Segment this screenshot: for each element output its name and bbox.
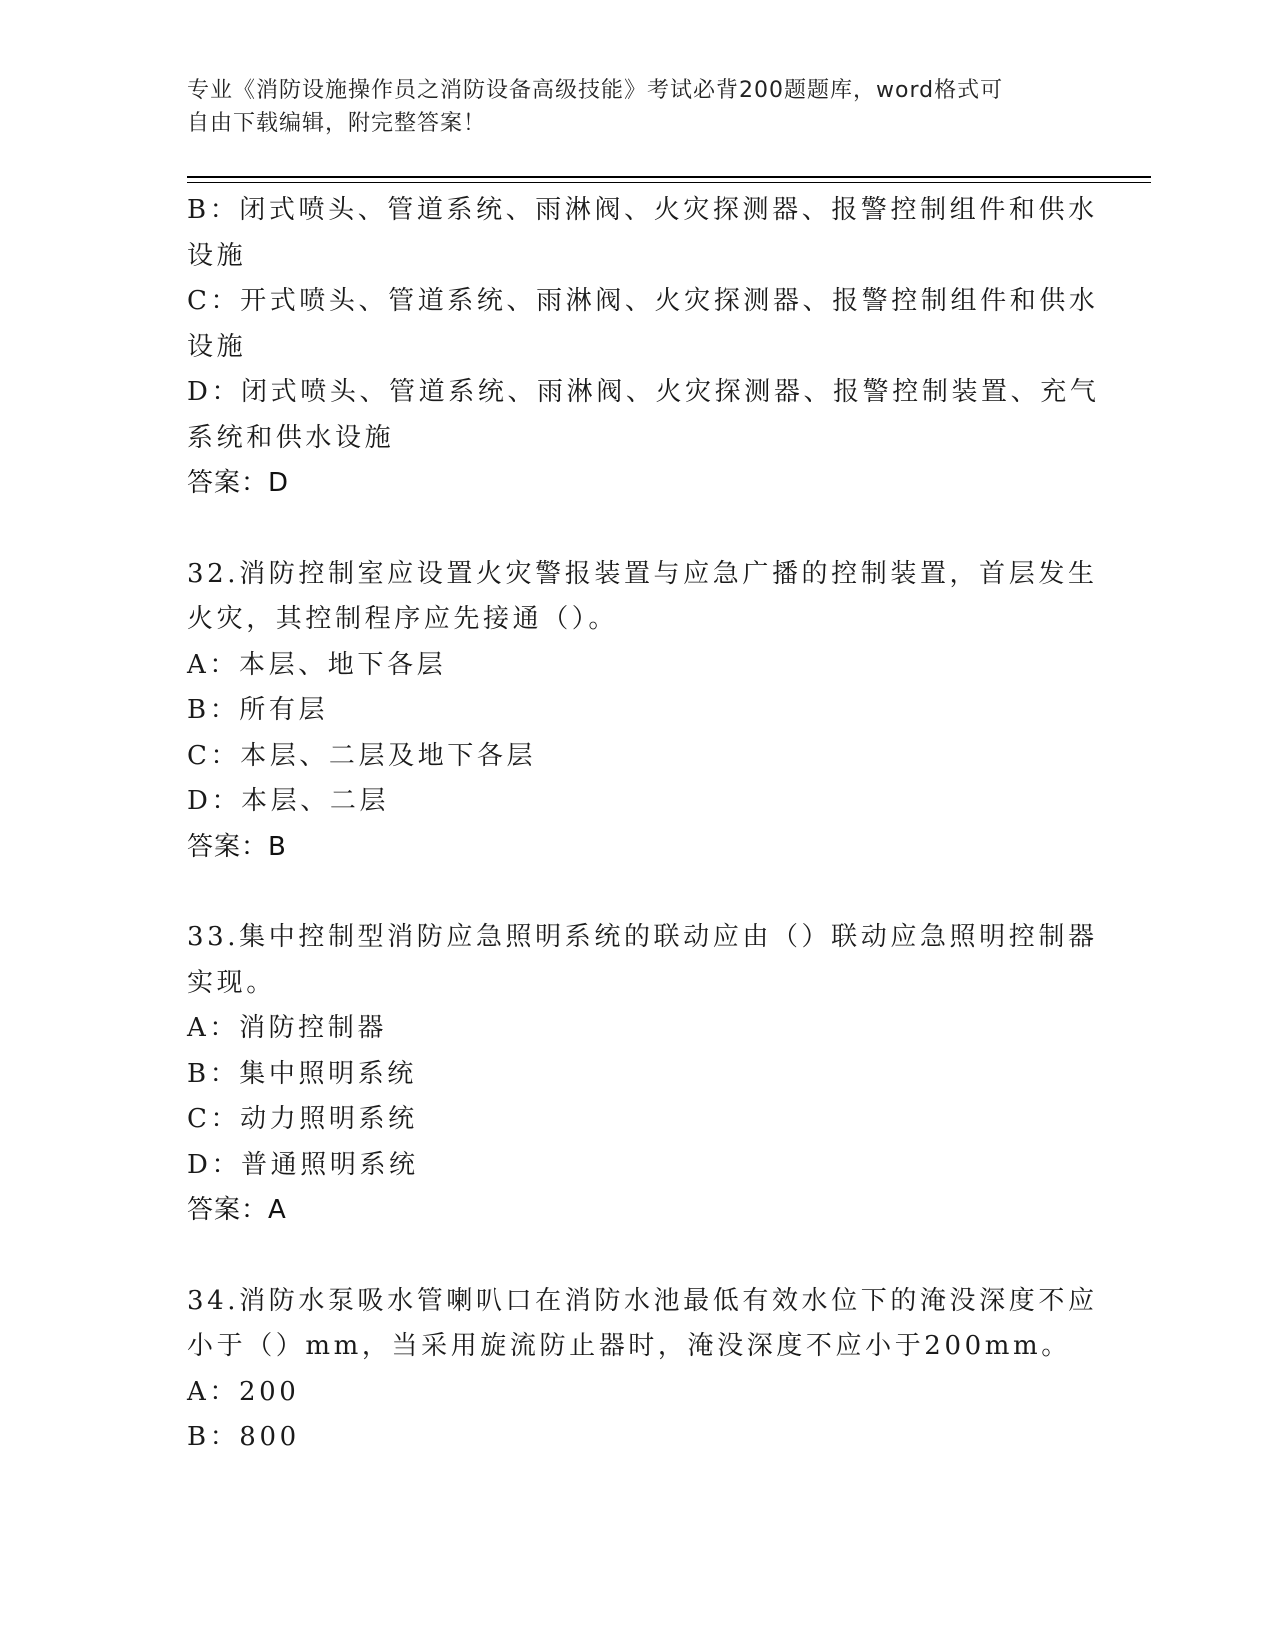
option-line: B：闭式喷头、管道系统、雨淋阀、火灾探测器、报警控制组件和供水	[187, 195, 1098, 225]
header-divider-thin	[187, 182, 1151, 183]
option-line: 系统和供水设施	[187, 422, 395, 453]
option-line: C：开式喷头、管道系统、雨淋阀、火灾探测器、报警控制组件和供水	[187, 286, 1099, 316]
question-block-33	[187, 915, 1098, 1234]
option-line: D：普通照明系统	[187, 1149, 419, 1180]
question-stem-line: 34.消防水泵吸水管喇叭口在消防水池最低有效水位下的淹没深度不应	[187, 1285, 1098, 1316]
option-line: B：集中照明系统	[187, 1058, 417, 1089]
question-block-31	[187, 188, 1100, 507]
option-line: D：闭式喷头、管道系统、雨淋阀、火灾探测器、报警控制装置、充气	[187, 377, 1100, 407]
block-spacer	[187, 1234, 1075, 1279]
option-line: A：消防控制器	[187, 1013, 387, 1043]
block-spacer	[187, 870, 1075, 915]
question-block-34	[187, 1279, 1098, 1461]
question-stem-line: 33.集中控制型消防应急照明系统的联动应由（）联动应急照明控制器	[187, 922, 1098, 952]
question-stem-line: 32.消防控制室应设置火灾警报装置与应急广播的控制装置，首层发生	[187, 558, 1098, 589]
answer-line: 答案：D	[187, 468, 290, 498]
option-line: A：200	[187, 1376, 300, 1407]
block-spacer	[187, 507, 1075, 552]
header-line-2: 自由下载编辑，附完整答案！	[187, 111, 487, 136]
document-header	[187, 74, 1067, 140]
question-content	[187, 188, 1100, 1461]
option-line: D：本层、二层	[187, 786, 390, 816]
question-stem-line: 实现。	[187, 967, 276, 998]
answer-line: 答案：B	[187, 831, 287, 862]
question-stem-line: 火灾，其控制程序应先接通（）。	[187, 604, 619, 634]
header-divider-thick	[187, 176, 1151, 178]
header-line-1: 专业《消防设施操作员之消防设备高级技能》考试必背200题题库，word格式可	[187, 78, 1004, 103]
option-line: C：本层、二层及地下各层	[187, 740, 537, 771]
option-line: 设施	[187, 331, 247, 362]
answer-line: 答案：A	[187, 1195, 287, 1225]
option-line: B：所有层	[187, 695, 329, 725]
question-block-32	[187, 552, 1098, 871]
option-line: B：800	[187, 1422, 300, 1452]
question-stem-line: 小于（）mm，当采用旋流防止器时，淹没深度不应小于200mm。	[187, 1331, 1071, 1361]
option-line: 设施	[187, 240, 247, 271]
option-line: C：动力照明系统	[187, 1104, 418, 1134]
option-line: A：本层、地下各层	[187, 649, 447, 680]
